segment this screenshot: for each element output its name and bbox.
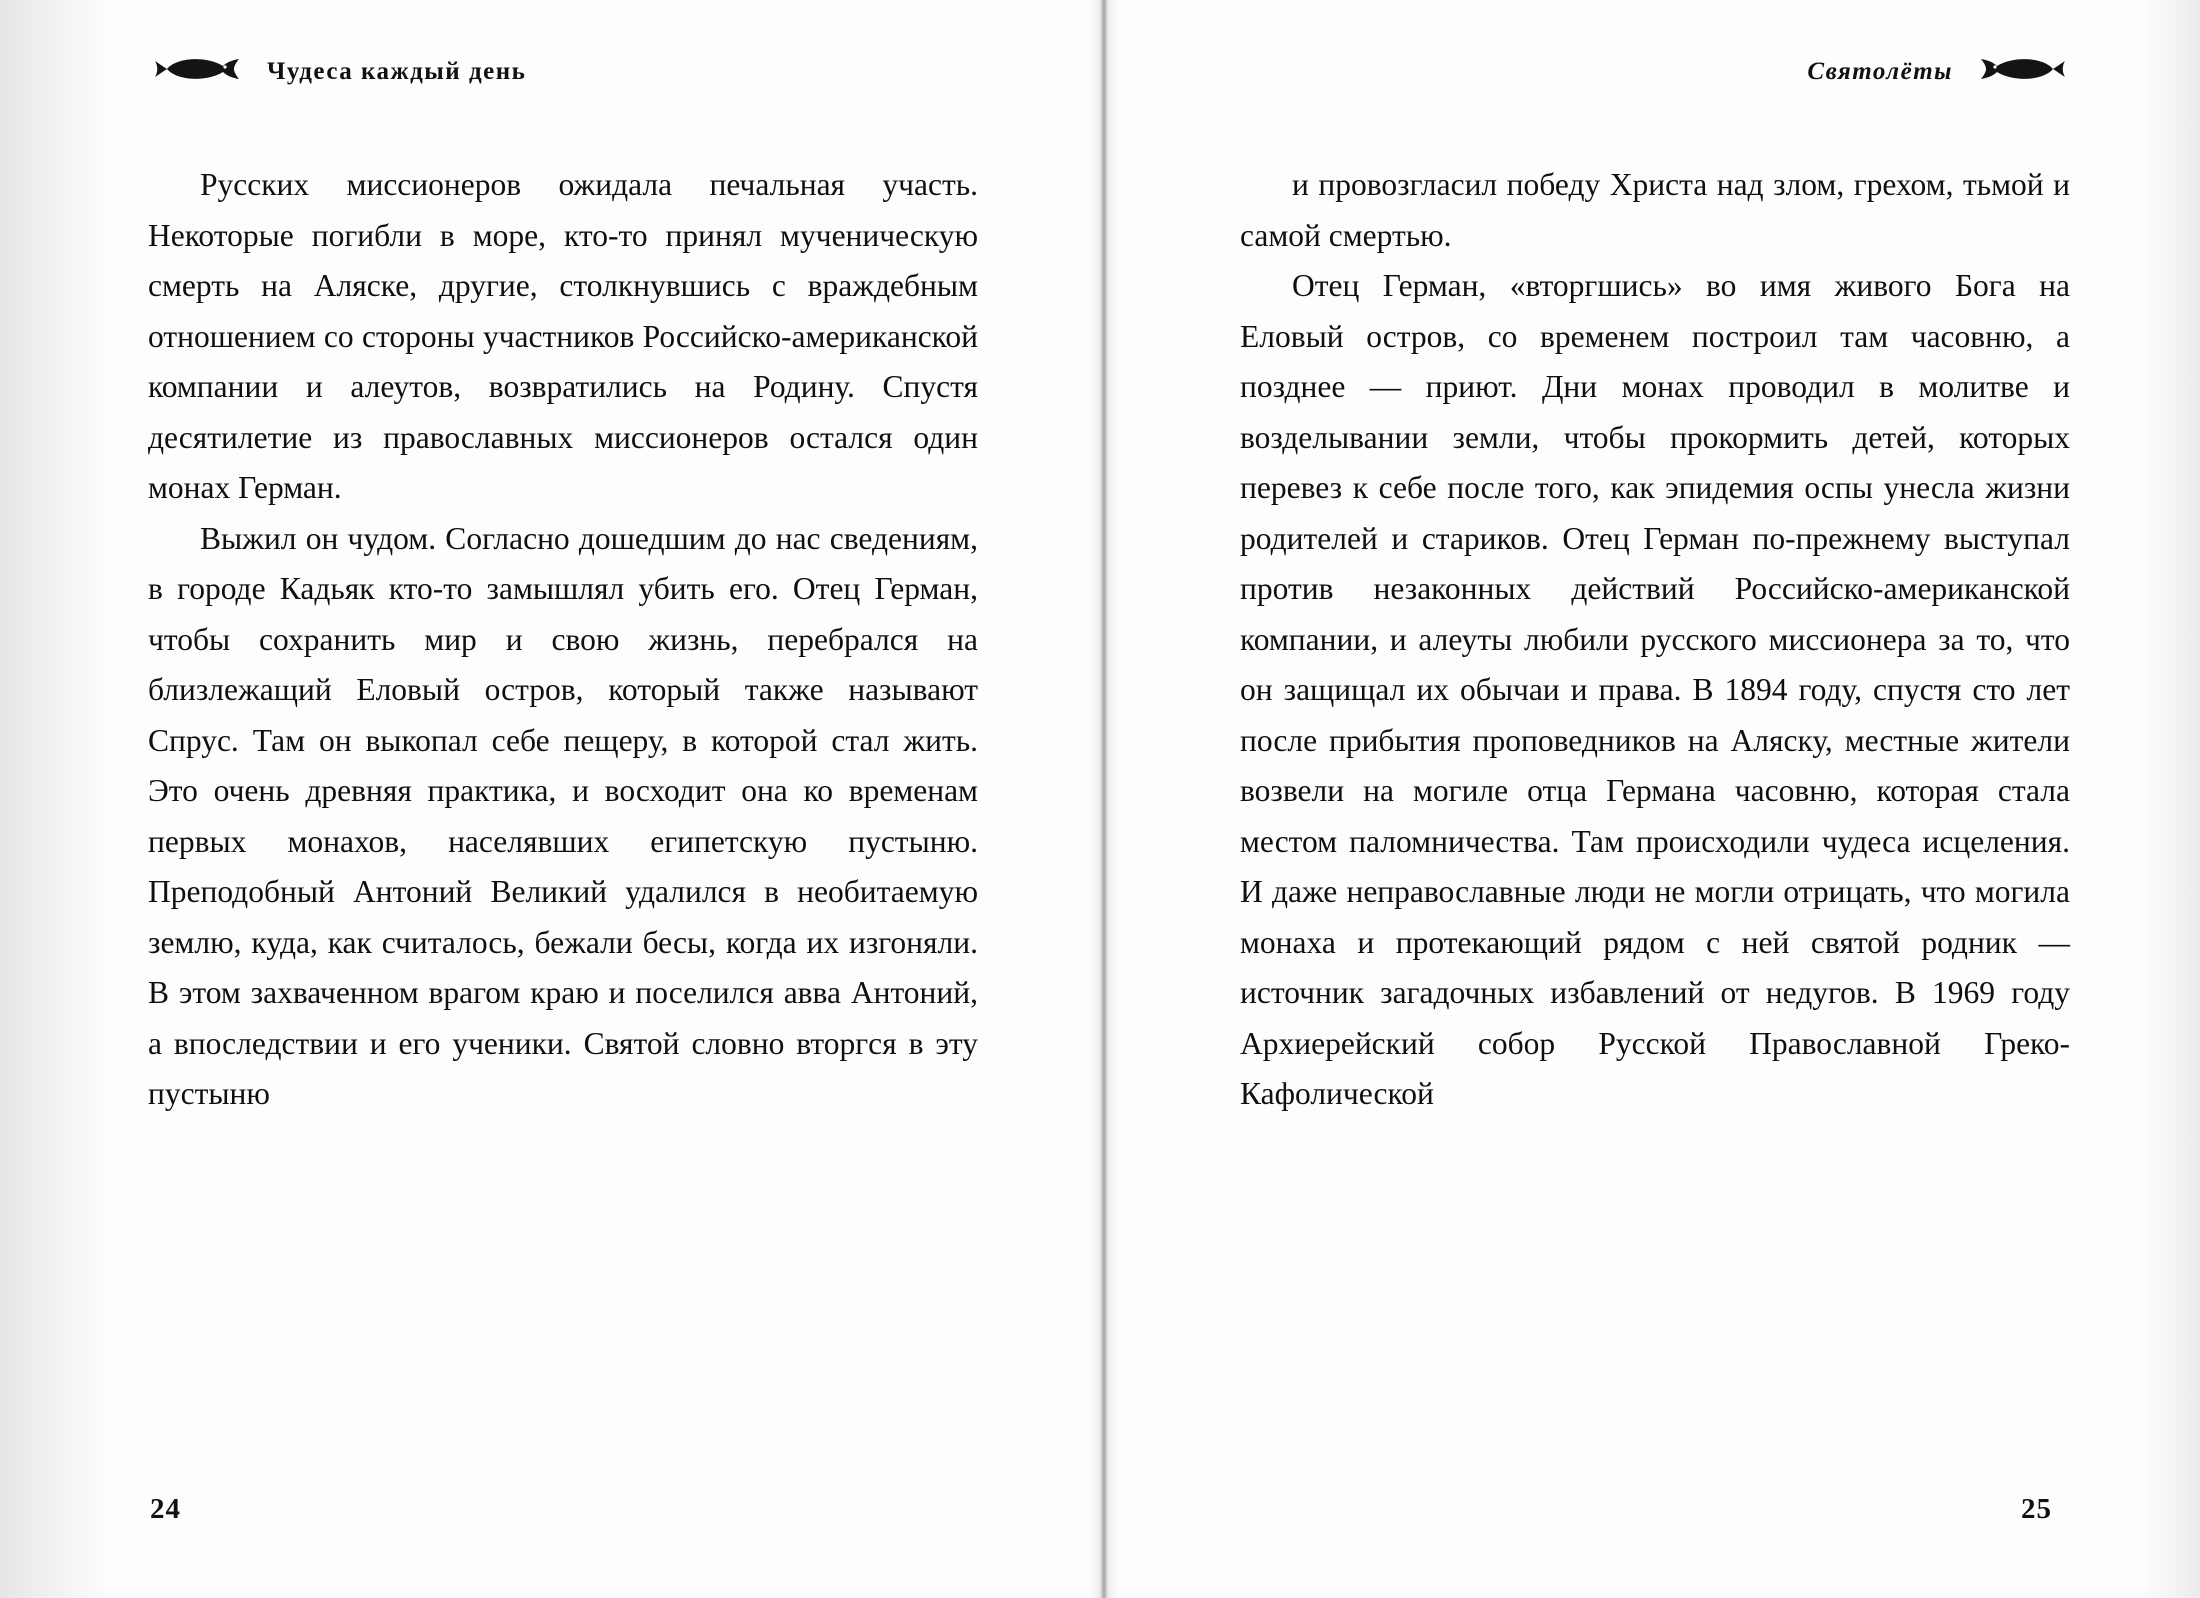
paragraph: и провозгласил победу Христа над злом, грехом, тьмой и самой смертью. [1240, 167, 2070, 253]
body-text-left [148, 160, 978, 1120]
running-head-right [1807, 52, 2065, 92]
running-head-left-title: Чудеса каждый день [267, 58, 527, 85]
page-number-right: 25 [2021, 1493, 2052, 1525]
body-text-right [1240, 160, 2070, 1120]
paragraph: Русских миссионеров ожидала печальная участь. Некоторые погибли в море, кто-то принял мученическую смерть на Аляске, другие, столкнувшись с враждебным отношением со стороны участников Российско-американской компании и алеутов, возвратились на Родину. Спустя десятилетие из православных миссионеров остался один монах Герман. [148, 167, 978, 505]
running-head-left [155, 52, 526, 92]
paragraph: Выжил он чудом. Согласно дошедшим до нас сведениям, в городе Кадьяк кто-то замышлял убить его. Отец Герман, чтобы сохранить мир и свою жизнь, перебрался на близлежащий Еловый остров, который также называют Спрус. Там он выкопал себе пещеру, в которой стал жить. Это очень древняя практика, и восходит она ко временам первых монахов, населявших египетскую пустыню. Преподобный Антоний Великий удалился в необитаемую землю, куда, как считалось, бежали бесы, когда их изгоняли. В этом захваченном врагом краю и поселился авва Антоний, а впоследствии и его ученики. Святой словно вторгся в эту пустыню [148, 520, 978, 1111]
paragraph: Отец Герман, «вторгшись» во имя живого Бога на Еловый остров, со временем построил там часовню, а позднее — приют. Дни монах проводил в молитве и возделывании земли, чтобы прокормить детей, которых перевез к себе после того, как эпидемия оспы унесла жизни родителей и стариков. Отец Герман по-прежнему выступал против незаконных действий Российско-американской компании, и алеуты любили русского миссионера за то, что он защищал их обычаи и права. В 1894 году, спустя сто лет после прибытия проповедников на Аляску, местные жители возвели на могиле отца Германа часовню, которая стала местом паломничества. Там происходили чудеса исцеления. И даже неправославные люди не могли отрицать, что могила монаха и протекающий рядом с ней святой родник — источник загадочных избавлений от недугов. В 1969 году Архиерейский собор Русской Православной Греко-Кафолической [1240, 268, 2070, 1111]
fish-icon [1979, 52, 2065, 93]
page-number-left: 24 [150, 1493, 181, 1525]
fish-icon [155, 52, 241, 93]
running-head-right-title: Святолёты [1807, 58, 1953, 85]
page-right [1100, 0, 2200, 1598]
